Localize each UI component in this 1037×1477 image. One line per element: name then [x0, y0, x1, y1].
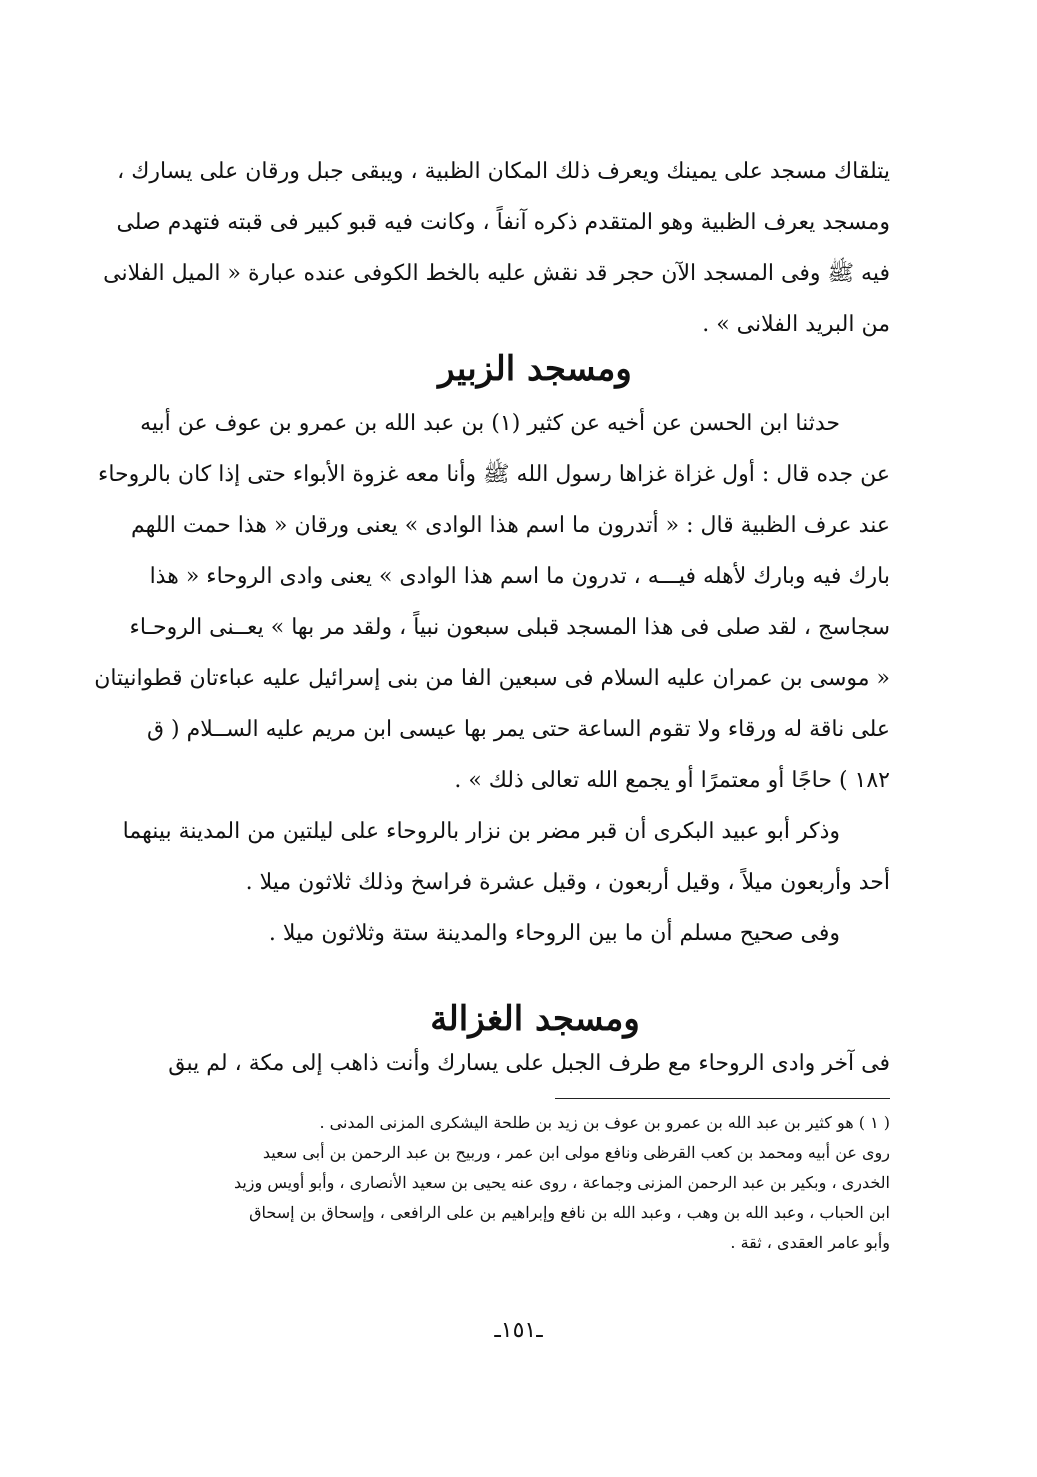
text-line: ومسجد يعرف الظبية وهو المتقدم ذكره آنفاً ، وكانت فيه قبو كبير فى قبته فتهدم صلى [116, 210, 890, 235]
paragraph-intro [103, 146, 890, 350]
section-heading-ghazala: ومسجد الغزالة [430, 999, 640, 1039]
text-line: عند عرف الظبية قال : « أتدرون ما اسم هذا الوادى » يعنى ورقان « هذا حمت اللهم [130, 513, 890, 538]
text-line: فيه ﷺ وفى المسجد الآن حجر قد نقش عليه بالخط الكوفى عنده عبارة « الميل الفلانى [103, 261, 890, 286]
text-line: وذكر أبو عبيد البكرى أن قبر مضر بن نزار بالروحاء على ليلتين من المدينة بينهما [122, 819, 840, 844]
paragraph-hadith [94, 398, 890, 959]
text-line: سجاسج ، لقد صلى فى هذا المسجد قبلى سبعون نبياً ، ولقد مر بها » يعــنى الروحـاء [129, 615, 890, 640]
footnote-line: الخدرى ، وبكير بن عبد الرحمن المزنى وجماعة ، روى عنه يحيى بن سعيد الأنصارى ، وأبو أويس وزيد [233, 1173, 890, 1192]
text-line: ١٨٢ ) حاجًا أو معتمرًا أو يجمع الله تعالى ذلك » . [454, 768, 890, 793]
page-number: ـ١٥١ـ [494, 1318, 543, 1343]
text-line: على ناقة له ورقاء ولا تقوم الساعة حتى يمر بها عيسى ابن مريم عليه الســلام ( ق [146, 717, 890, 742]
text-line: أحد وأربعون ميلاً ، وقيل أربعون ، وقيل عشرة فراسخ وذلك ثلاثون ميلا . [245, 870, 890, 895]
section-heading-zubair: ومسجد الزبير [438, 349, 632, 389]
text-line: فى آخر وادى الروحاء مع طرف الجبل على يسارك وأنت ذاهب إلى مكة ، لم يبق [168, 1051, 890, 1076]
text-line: بارك فيه وبارك لأهله فيـــه ، تدرون ما اسم هذا الوادى » يعنى وادى الروحاء « هذا [149, 564, 890, 589]
footnote-line: روى عن أبيه ومحمد بن كعب القرظى ونافع مولى ابن عمر ، وربيح بن عبد الرحمن بن أبى سعيد [262, 1143, 890, 1162]
text-line: عن جده قال : أول غزاة غزاها رسول الله ﷺ وأنا معه غزوة الأبواء حتى إذا كان بالروحاء [97, 462, 890, 487]
footnote-line: ابن الحباب ، وعبد الله بن وهب ، وعبد الله بن نافع وإبراهيم بن على الرافعى ، وإسحاق بن إسحاق [249, 1203, 890, 1222]
text-line: حدثنا ابن الحسن عن أخيه عن كثير (١) بن عبد الله بن عمرو بن عوف عن أبيه [140, 411, 840, 436]
text-line: وفى صحيح مسلم أن ما بين الروحاء والمدينة ستة وثلاثون ميلا . [268, 921, 840, 946]
paragraph-ghazala [168, 1038, 890, 1089]
text-line: « موسى بن عمران عليه السلام فى سبعين الفا من بنى إسرائيل عليه عباءتان قطوانيتان [94, 666, 890, 691]
text-line: يتلقاك مسجد على يمينك ويعرف ذلك المكان الظبية ، ويبقى جبل ورقان على يسارك ، [117, 159, 890, 184]
footnote-line: وأبو عامر العقدى ، ثقة . [730, 1233, 890, 1252]
text-line: من البريد الفلانى » . [702, 312, 890, 337]
footnote-line: ( ١ ) هو كثير بن عبد الله بن عمرو بن عوف بن زيد بن طلحة اليشكرى المزنى المدنى . [319, 1113, 890, 1132]
footnotes [170, 1108, 890, 1258]
footnote-separator [555, 1098, 890, 1099]
